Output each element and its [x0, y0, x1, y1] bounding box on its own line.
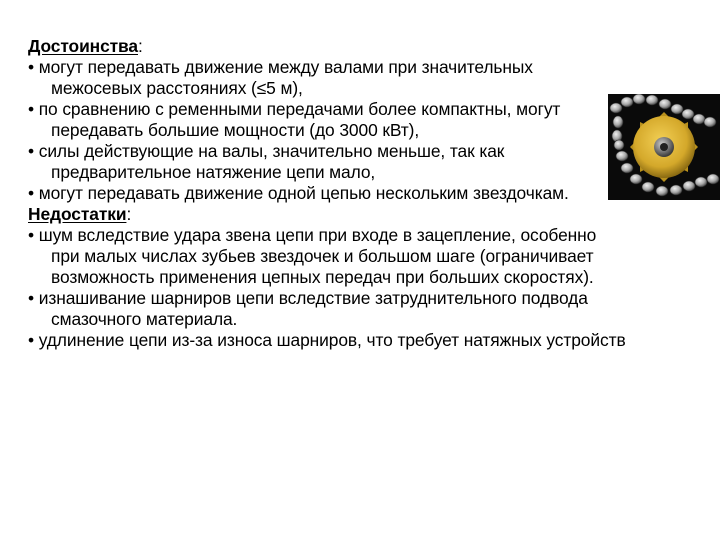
- disadvantage-item: • изнашивание шарниров цепи вследствие затруднительного подвода смазочного материала.: [28, 288, 588, 329]
- advantages-title: Достоинства: [28, 36, 138, 56]
- advantage-item: • силы действующие на валы, значительно меньше, так как предварительное натяжение цепи мало,: [28, 141, 505, 182]
- disadvantages-heading: Недостатки:: [28, 204, 132, 224]
- disadvantage-item: • удлинение цепи из-за износа шарниров, что требует натяжных устройств: [28, 330, 626, 350]
- advantage-item: • по сравнению с ременными передачами более компактны, могут передавать большие мощности (до 3000 кВт),: [28, 99, 561, 140]
- chain-sprocket-image: [608, 94, 720, 200]
- disadvantage-item: • шум вследствие удара звена цепи при входе в зацепление, особенно при малых числах зубьев звездочек и большом шаге (ограничивает возможность применения цепных передач при больших скоростях).: [28, 225, 597, 287]
- advantage-item: • могут передавать движение одной цепью нескольким звездочкам.: [28, 183, 569, 203]
- text-block: [28, 36, 628, 351]
- disadvantages-title: Недостатки: [28, 204, 127, 224]
- advantages-heading: Достоинства:: [28, 36, 143, 56]
- advantage-item: • могут передавать движение между валами при значительных межосевых расстояниях (≤5 м),: [28, 57, 533, 98]
